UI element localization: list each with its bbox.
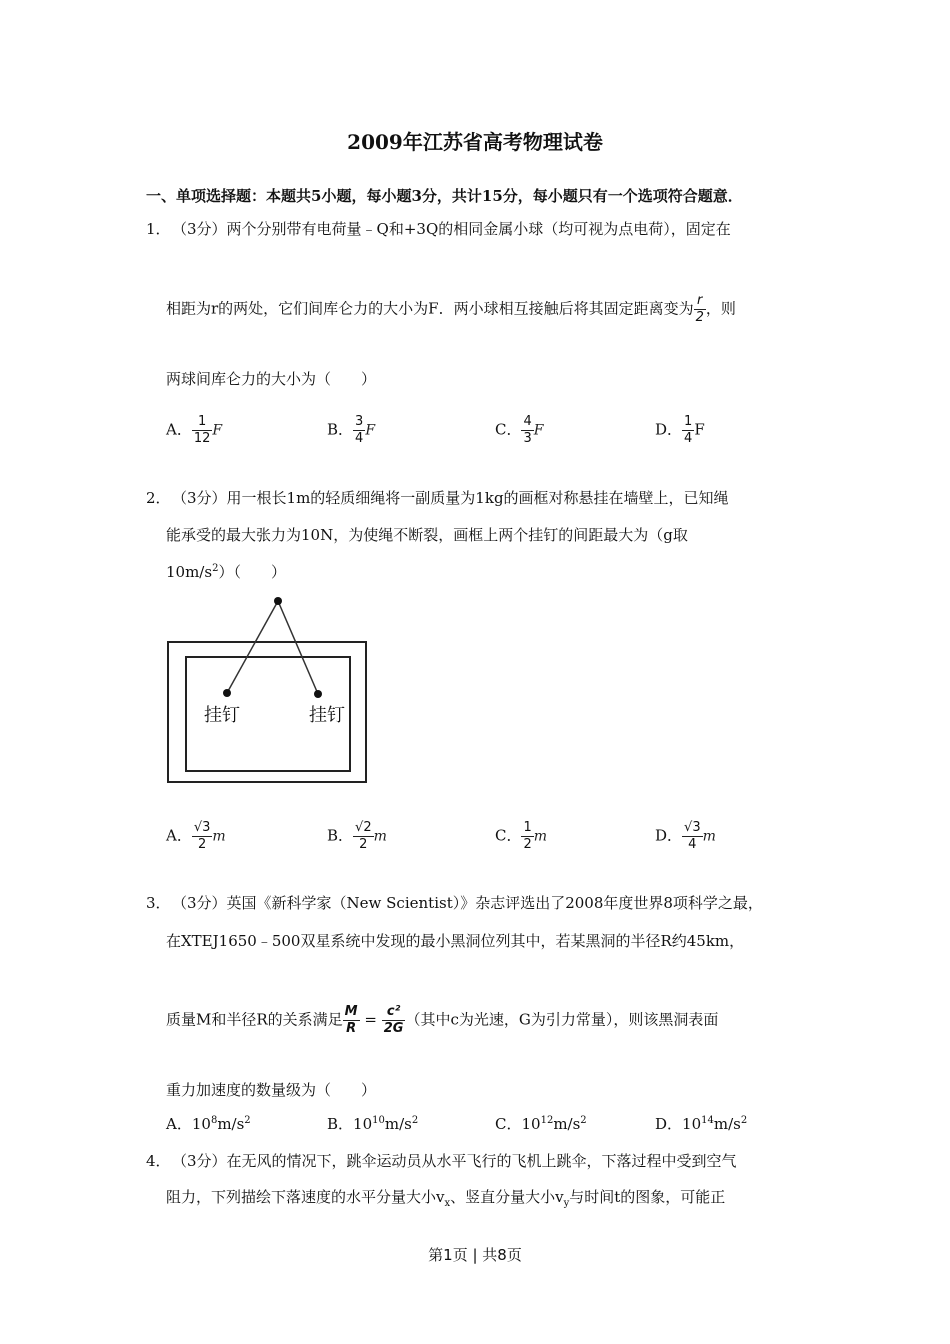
fraction-numerator: √2 [355, 820, 372, 835]
option-label: D． [655, 826, 683, 845]
subscript-y: y [563, 1198, 570, 1209]
option-label: B． [327, 1115, 354, 1133]
fraction-numerator: r [694, 293, 706, 310]
question-3-line2: 在XTEJ1650﹣500双星系统中发现的最小黑洞位列其中，若某黑洞的半径R约45km， [166, 932, 745, 950]
fraction-denominator: R [346, 1021, 357, 1036]
option-label: C． [495, 826, 522, 845]
option-unit: m [702, 828, 716, 845]
rope-left [227, 601, 278, 693]
question-2-line1: （3分）用一根长1m的轻质细绳将一副质量为1kg的画框对称悬挂在墙壁上，已知绳 [172, 489, 729, 507]
question-1-line3: 两球间库仑力的大小为（ ） [166, 370, 377, 388]
fraction-numerator: √3 [684, 820, 701, 835]
fraction-numerator: 1 [684, 414, 693, 429]
r-over-2-fraction [694, 293, 706, 326]
question-4-line1: （3分）在无风的情况下，跳伞运动员从水平飞行的飞机上跳伞，下落过程中受到空气 [172, 1152, 737, 1170]
option-base: 10 [191, 1115, 211, 1133]
option-fraction [353, 820, 374, 853]
rope-right [278, 601, 318, 694]
q2-option-d[interactable] [655, 820, 716, 853]
fraction-denominator: 4 [355, 431, 364, 446]
fraction-denominator: 2 [197, 837, 207, 852]
option-fraction [682, 820, 703, 853]
option-label: A． [166, 420, 192, 439]
option-unit: F [212, 422, 223, 439]
left-nail [223, 689, 231, 697]
page-title: 2009年江苏省高考物理试卷 [347, 130, 603, 154]
question-1-line1: （3分）两个分别带有电荷量﹣Q和+3Q的相同金属小球（均可视为点电荷），固定在 [172, 220, 731, 238]
option-label: C． [495, 1115, 522, 1133]
option-base: 10 [682, 1115, 702, 1133]
picture-frame-diagram [160, 590, 380, 790]
option-label: A． [166, 826, 192, 845]
question-3-line3 [166, 1004, 718, 1037]
option-unit: m/s [713, 1115, 741, 1133]
fraction-denominator: 2G [383, 1021, 404, 1036]
fraction-numerator: c² [382, 1004, 406, 1021]
question-2-line3-tail: ）（ ） [218, 563, 286, 581]
question-4-line2 [166, 1186, 725, 1209]
option-unit: m/s [217, 1115, 245, 1133]
m-over-r-fraction [343, 1004, 360, 1037]
question-3-line4: 重力加速度的数量级为（ ） [166, 1081, 377, 1099]
fraction-denominator: 2 [695, 310, 704, 325]
option-unit: m [373, 828, 387, 845]
option-unit: m/s [384, 1115, 412, 1133]
question-1-line2-text: 相距为r的两处，它们间库仑力的大小为F．两小球相互接触后将其固定距离变为 [166, 299, 694, 318]
wall-nail [274, 597, 282, 605]
option-unit: m [533, 828, 548, 845]
subscript-x: x [444, 1198, 451, 1209]
right-nail [314, 690, 322, 698]
question-4-line2-middle: 、竖直分量大小v [450, 1188, 564, 1206]
option-exponent: 12 [540, 1115, 554, 1126]
question-4-line2-text: 阻力，下列描绘下落速度的水平分量大小v [166, 1188, 445, 1206]
q1-option-d[interactable] [655, 414, 705, 447]
right-nail-label: 挂钉 [309, 705, 345, 726]
unit-exponent: 2 [411, 1115, 419, 1126]
option-base: 10 [521, 1115, 541, 1133]
q3-option-d[interactable] [655, 1113, 747, 1134]
option-base: 10 [353, 1115, 373, 1133]
q1-option-a[interactable] [166, 414, 222, 447]
option-fraction [521, 820, 533, 853]
q3-option-b[interactable] [327, 1113, 418, 1134]
option-label: D． [655, 1115, 683, 1133]
fraction-numerator: 1 [523, 820, 532, 835]
option-unit: m [212, 828, 226, 845]
exponent: 2 [212, 563, 219, 574]
option-unit: F [694, 420, 705, 439]
question-3-line3-tail: （其中c为光速，G为引力常量），则该黑洞表面 [405, 1010, 719, 1029]
question-4-line2-tail: 与时间t的图象，可能正 [569, 1188, 726, 1206]
question-4-number: 4． [146, 1152, 171, 1170]
left-nail-label: 挂钉 [204, 705, 240, 726]
fraction-denominator: 2 [523, 837, 532, 852]
option-fraction [521, 414, 533, 447]
option-unit: F [533, 422, 544, 439]
option-fraction [192, 820, 213, 853]
fraction-denominator: 12 [193, 431, 211, 446]
fraction-denominator: 2 [359, 837, 368, 852]
question-2-line2: 能承受的最大张力为10N，为使绳不断裂，画框上两个挂钉的间距最大为（g取 [166, 526, 688, 544]
question-3-line3-text: 质量M和半径R的关系满足 [166, 1010, 343, 1029]
question-3-number: 3． [146, 894, 171, 912]
option-unit: F [365, 422, 376, 439]
fraction-numerator: M [344, 1004, 358, 1019]
question-2-line3 [166, 561, 286, 582]
unit-exponent: 2 [244, 1115, 251, 1126]
fraction-denominator: 4 [688, 837, 697, 852]
option-unit: m/s [553, 1115, 581, 1133]
q1-option-b[interactable] [327, 414, 375, 447]
option-label: C． [495, 420, 522, 439]
option-label: B． [327, 826, 354, 845]
question-3-line1: （3分）英国《新科学家（New Scientist）》杂志评选出了2008年度世界8项科学之最， [172, 894, 763, 912]
q2-option-a[interactable] [166, 820, 226, 853]
question-1-number: 1． [146, 220, 171, 238]
option-fraction [192, 414, 213, 447]
question-2-line3-text: 10m/s [166, 563, 213, 581]
page-footer: 第1页 | 共8页 [428, 1246, 522, 1264]
option-label: D． [655, 420, 683, 439]
fraction-denominator: 4 [684, 431, 693, 446]
q3-option-c[interactable] [495, 1113, 587, 1134]
fraction-numerator: 1 [192, 414, 213, 431]
option-label: B． [327, 420, 354, 439]
unit-exponent: 2 [740, 1115, 748, 1126]
fraction-numerator: 4 [523, 414, 532, 429]
unit-exponent: 2 [580, 1115, 587, 1126]
option-exponent: 8 [210, 1115, 218, 1126]
fraction-denominator: 3 [523, 431, 532, 446]
question-1-line2 [166, 293, 736, 326]
q2-option-b[interactable] [327, 820, 387, 853]
q3-option-a[interactable] [166, 1113, 251, 1134]
option-exponent: 10 [372, 1115, 385, 1126]
c2-over-2g-fraction [382, 1004, 406, 1037]
fraction-numerator: 3 [355, 414, 364, 429]
question-1-line2-tail: ，则 [705, 299, 736, 318]
q2-option-c[interactable] [495, 820, 547, 853]
option-exponent: 14 [701, 1115, 714, 1126]
section-heading: 一、单项选择题：本题共5小题，每小题3分，共计15分，每小题只有一个选项符合题意． [146, 187, 743, 205]
question-2-number: 2． [146, 489, 171, 507]
option-fraction [353, 414, 365, 447]
option-label: A． [166, 1115, 192, 1133]
fraction-numerator: √3 [193, 820, 211, 835]
equals-sign: = [364, 1010, 377, 1029]
q1-option-c[interactable] [495, 414, 543, 447]
option-fraction [682, 414, 694, 447]
